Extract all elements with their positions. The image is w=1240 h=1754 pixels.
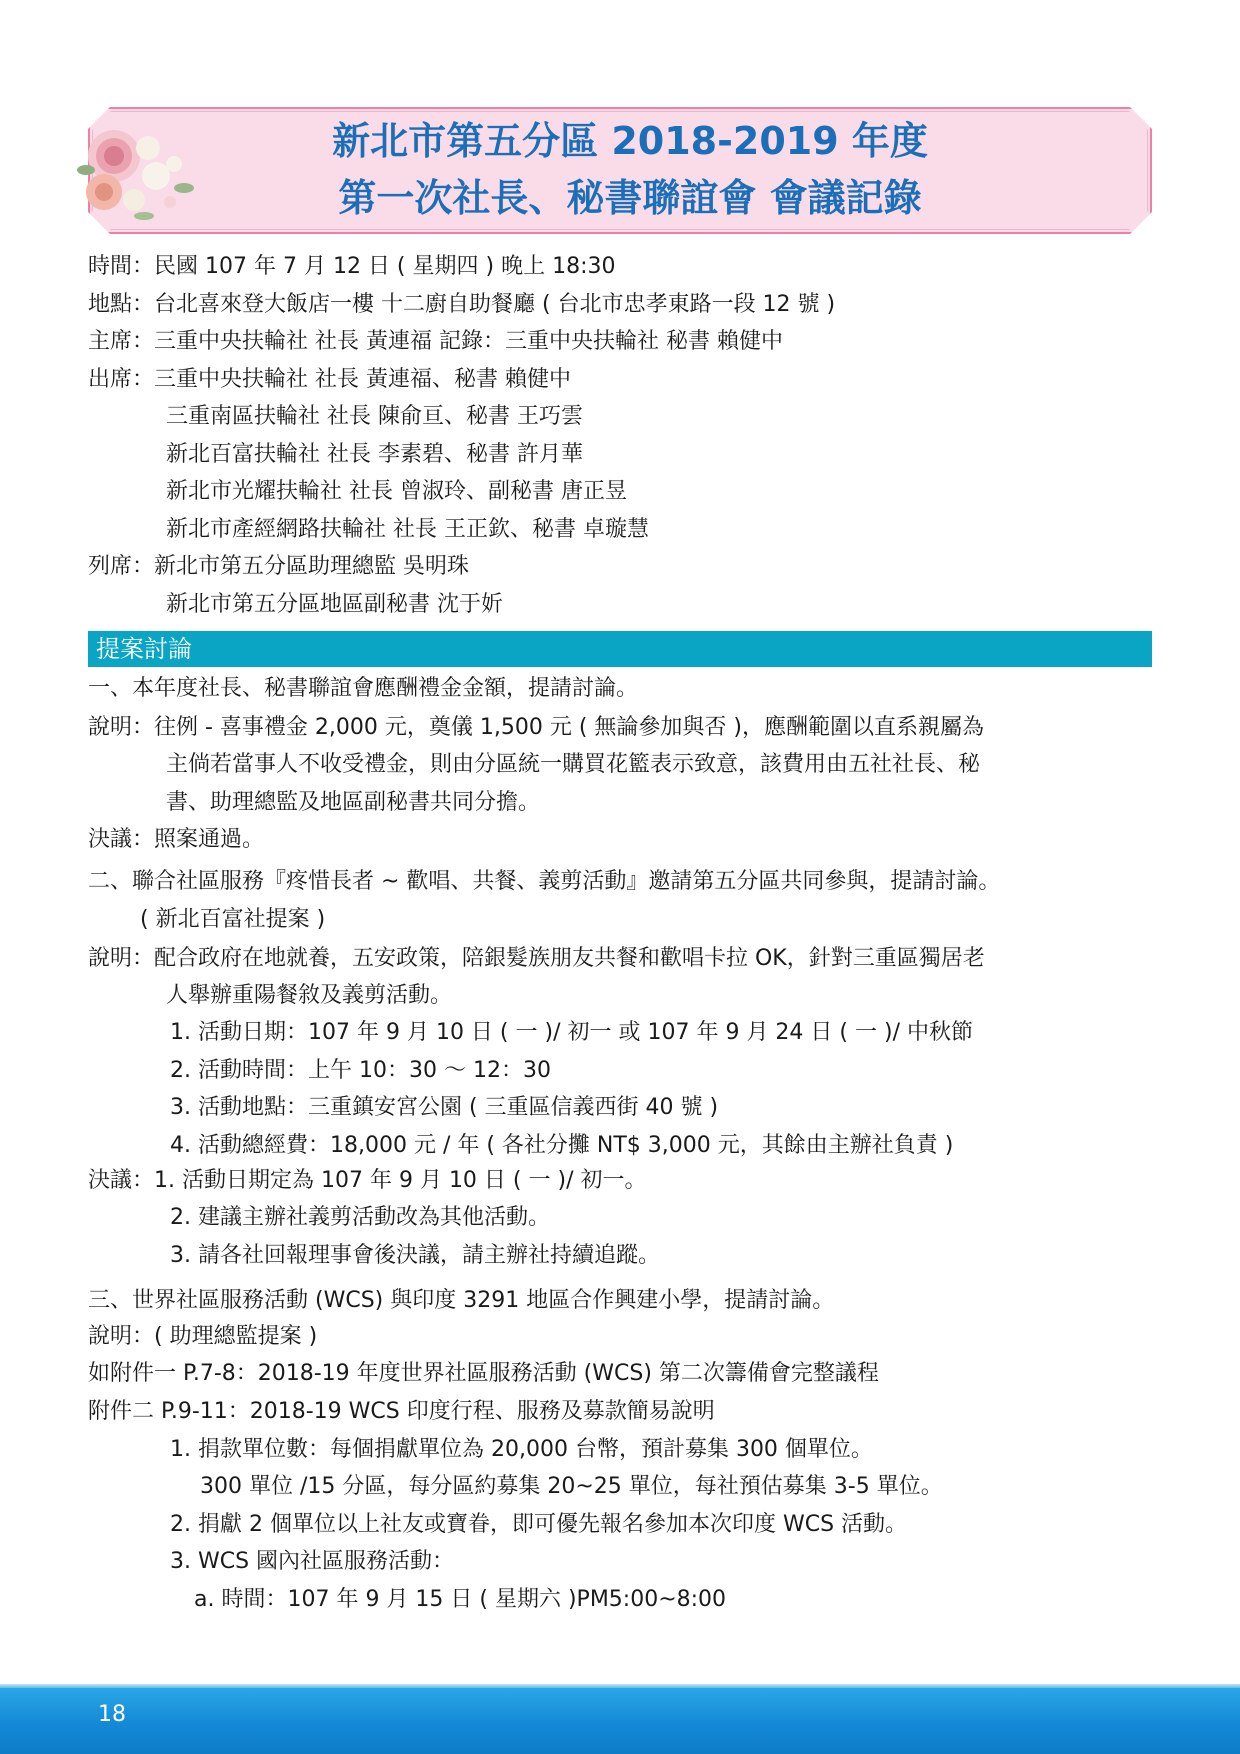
proposal-3-attachment: 附件二 P.9-11：2018-19 WCS 印度行程、服務及募款簡易說明 <box>88 1399 715 1424</box>
page-number: 18 <box>98 1702 126 1727</box>
proposal-1-resolution: 決議：照案通過。 <box>88 827 265 852</box>
proposal-1-desc: 主倘若當事人不收受禮金，則由分區統一購買花籃表示致意，該費用由五社社長、秘 <box>166 752 981 777</box>
meeting-chair: 主席：三重中央扶輪社 社長 黃連福 記錄：三重中央扶輪社 秘書 賴健中 <box>88 329 783 354</box>
observer-line: 列席：新北市第五分區助理總監 吳明珠 <box>88 554 469 579</box>
proposal-2-resolution: 2. 建議主辦社義剪活動改為其他活動。 <box>170 1205 550 1230</box>
proposal-3-item: 2. 捐獻 2 個單位以上社友或寶眷，即可優先報名參加本次印度 WCS 活動。 <box>170 1512 908 1537</box>
proposal-2-desc: 說明：配合政府在地就養，五安政策，陪銀髮族朋友共餐和歡唱卡拉 OK，針對三重區獨居老 <box>88 946 985 971</box>
proposal-1-desc: 說明：往例 - 喜事禮金 2,000 元，奠儀 1,500 元 ( 無論參加與否 )，應酬範圍以直系親屬為 <box>88 715 985 740</box>
proposal-2-title: 二、聯合社區服務『疼惜長者 ~ 歡唱、共餐、義剪活動』邀請第五分區共同參與，提請討論。 <box>88 869 1001 894</box>
proposal-2-item: 2. 活動時間：上午 10：30 ～ 12：30 <box>170 1058 551 1083</box>
proposal-3-item: 300 單位 /15 分區，每分區約募集 20~25 單位，每社預估募集 3-5 單位。 <box>200 1474 943 1499</box>
attendee-line: 出席：三重中央扶輪社 社長 黃連福、秘書 賴健中 <box>88 367 571 392</box>
proposal-2-resolution: 3. 請各社回報理事會後決議，請主辦社持續追蹤。 <box>170 1243 660 1268</box>
proposal-1-title: 一、本年度社長、秘書聯誼會應酬禮金金額，提請討論。 <box>88 676 639 701</box>
footer-bar <box>0 1688 1240 1754</box>
attendee-line: 三重南區扶輪社 社長 陳俞亘、秘書 王巧雲 <box>166 404 583 429</box>
observer-line: 新北市第五分區地區副秘書 沈于妡 <box>166 592 503 617</box>
meeting-time: 時間：民國 107 年 7 月 12 日 ( 星期四 ) 晚上 18:30 <box>88 254 616 279</box>
page-title-line1: 新北市第五分區 2018-2019 年度 <box>332 119 928 163</box>
proposal-3-attachment: 如附件一 P.7-8：2018-19 年度世界社區服務活動 (WCS) 第二次籌備會完整議程 <box>88 1361 879 1386</box>
section-heading: 提案討論 <box>88 631 1152 667</box>
proposal-2-item: 4. 活動總經費：18,000 元 / 年 ( 各社分攤 NT$ 3,000 元，其餘由主辦社負責 ) <box>170 1133 954 1158</box>
proposal-3-title: 三、世界社區服務活動 (WCS) 與印度 3291 地區合作興建小學，提請討論。 <box>88 1288 835 1313</box>
proposal-3-desc: 說明：( 助理總監提案 ) <box>88 1324 318 1349</box>
proposal-2-proposer: ( 新北百富社提案 ) <box>140 907 326 932</box>
proposal-2-item: 3. 活動地點：三重鎮安宮公園 ( 三重區信義西街 40 號 ) <box>170 1095 719 1120</box>
proposal-3-item: 3. WCS 國內社區服務活動： <box>170 1549 455 1574</box>
proposal-2-desc: 人舉辦重陽餐敘及義剪活動。 <box>166 983 453 1008</box>
attendee-line: 新北市產經網路扶輪社 社長 王正欽、秘書 卓璇慧 <box>166 517 649 542</box>
proposal-2-resolution: 決議：1. 活動日期定為 107 年 9 月 10 日 ( 一 )/ 初一。 <box>88 1168 647 1193</box>
meeting-place: 地點：台北喜來登大飯店一樓 十二廚自助餐廳 ( 台北市忠孝東路一段 12 號 ) <box>88 292 836 317</box>
page-title-line2: 第一次社長、秘書聯誼會 會議記錄 <box>338 176 922 220</box>
proposal-1-desc: 書、助理總監及地區副秘書共同分擔。 <box>166 790 541 815</box>
proposal-3-item: 1. 捐款單位數：每個捐獻單位為 20,000 台幣，預計募集 300 個單位。 <box>170 1437 873 1462</box>
attendee-line: 新北市光耀扶輪社 社長 曾淑玲、副秘書 唐正昱 <box>166 479 627 504</box>
proposal-3-item: a. 時間：107 年 9 月 15 日 ( 星期六 )PM5:00~8:00 <box>194 1587 727 1612</box>
attendee-line: 新北百富扶輪社 社長 李素碧、秘書 許月華 <box>166 442 583 467</box>
proposal-2-item: 1. 活動日期：107 年 9 月 10 日 ( 一 )/ 初一 或 107 年 9 月 24 日 ( 一 )/ 中秋節 <box>170 1020 973 1045</box>
